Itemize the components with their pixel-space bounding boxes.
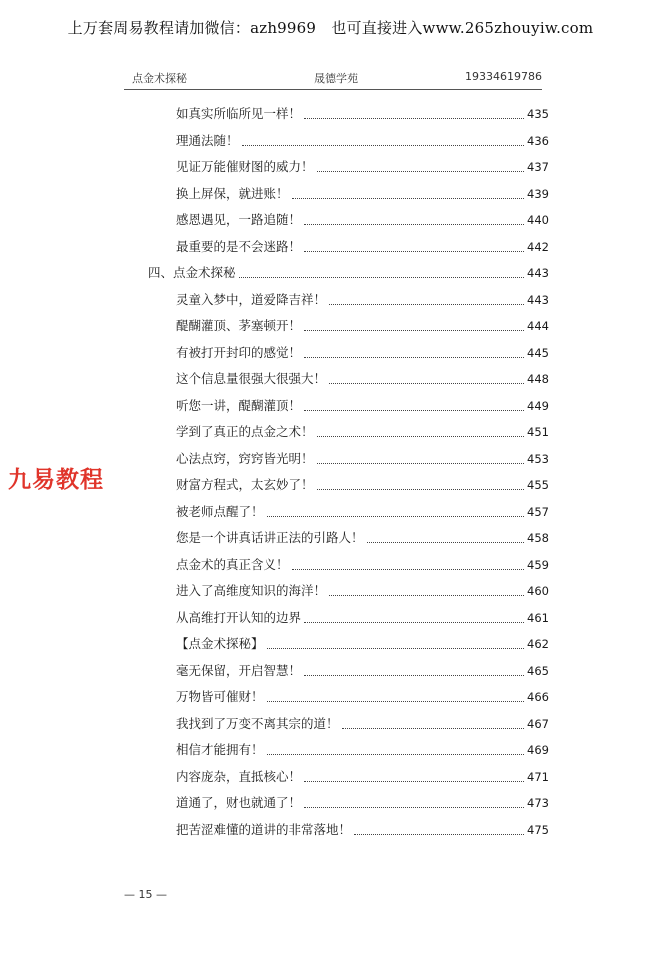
toc-entry-title: 从高维打开认知的边界 [176,609,302,625]
toc-entry-page: 455 [527,478,549,492]
toc-entry-title: 相信才能拥有！ [176,742,264,757]
toc-entry[interactable] [176,527,549,547]
toc-entry[interactable] [176,474,549,494]
toc-entry-title: 这个信息量很强大很强大！ [176,371,327,386]
toc-leader-dots [267,701,525,702]
toc-entry-title: 您是一个讲真话讲正法的引路人！ [176,530,364,545]
toc-entry-title: 点金术的真正含义！ [176,556,289,572]
toc-entry[interactable] [176,448,549,468]
toc-entry[interactable] [176,342,549,362]
toc-entry[interactable] [176,739,549,759]
toc-leader-dots [304,781,524,782]
toc-entry[interactable] [176,501,549,521]
toc-leader-dots [317,489,525,490]
toc-leader-dots [304,622,524,623]
toc-entry-title: 有被打开封印的感觉！ [176,344,302,360]
toc-entry-page: 445 [527,345,549,360]
toc-leader-dots [354,834,524,835]
toc-entry[interactable] [176,554,549,574]
toc-leader-dots [304,118,524,119]
toc-entry-title: 四、点金术探秘 [148,265,236,280]
toc-leader-dots [292,198,525,199]
page-header [124,70,542,88]
toc-entry[interactable] [176,633,549,653]
toc-entry-page: 437 [527,160,549,174]
toc-entry[interactable] [176,766,549,786]
toc-leader-dots [342,728,525,729]
toc-entry-title: 把苦涩难懂的道讲的非常落地！ [176,821,352,837]
toc-entry[interactable] [176,395,549,415]
toc-entry-page: 469 [527,743,549,757]
toc-entry[interactable] [176,209,549,229]
toc-leader-dots [267,648,525,649]
toc-leader-dots [267,754,525,755]
toc-entry[interactable] [176,713,549,733]
toc-entry[interactable] [176,819,549,839]
toc-entry[interactable] [176,156,549,176]
toc-entry-page: 461 [527,610,549,625]
toc-leader-dots [304,675,524,676]
toc-entry[interactable] [176,183,549,203]
toc-entry-page: 473 [527,796,549,810]
toc-entry[interactable] [176,103,549,123]
toc-entry-page: 449 [527,398,549,413]
toc-entry[interactable] [176,421,549,441]
toc-entry-title: 灵童入梦中，道爱降吉祥！ [176,291,327,307]
watermark-logo: 九易教程 [8,467,104,493]
toc-leader-dots [292,569,525,570]
toc-leader-dots [304,330,524,331]
toc-entry[interactable] [176,368,549,388]
toc-entry-title: 听您一讲，醍醐灌顶！ [176,397,302,413]
toc-entry[interactable] [176,130,549,150]
toc-entry-title: 万物皆可催财！ [176,689,264,704]
header-book-title: 点金术探秘 [132,72,187,85]
toc-entry-title: 内容庞杂，直抵核心！ [176,768,302,784]
toc-leader-dots [267,516,525,517]
toc-leader-dots [317,436,525,437]
toc-entry-page: 471 [527,769,549,784]
toc-entry-title: 醍醐灌顶、茅塞顿开！ [176,318,302,333]
toc-entry-page: 436 [527,133,549,148]
toc-entry-page: 443 [527,266,549,280]
toc-entry-title: 进入了高维度知识的海洋！ [176,583,327,598]
toc-entry-page: 448 [527,372,549,386]
header-rule [124,89,542,90]
toc-entry-page: 453 [527,451,549,466]
toc-entry-title: 理通法随！ [176,132,239,148]
toc-entry-page: 457 [527,504,549,519]
toc-entry-title: 道通了，财也就通了！ [176,795,302,810]
toc-entry-page: 460 [527,584,549,598]
header-publisher: 晟德学苑 [314,72,358,85]
header-phone: 19334619786 [465,70,542,83]
page-number: — 15 — [124,888,167,901]
toc-entry[interactable] [176,289,549,309]
toc-entry-title: 最重要的是不会迷路！ [176,238,302,254]
toc-entry-title: 心法点窍，窍窍皆光明！ [176,450,314,466]
toc-entry[interactable] [176,580,549,600]
toc-entry-title: 感恩遇见，一路追随！ [176,212,302,227]
toc-entry-page: 435 [527,107,549,121]
toc-leader-dots [304,410,524,411]
toc-entry[interactable] [176,792,549,812]
toc-entry-page: 475 [527,822,549,837]
toc-entry-page: 458 [527,531,549,545]
toc-entry-page: 466 [527,690,549,704]
toc-entry-page: 465 [527,663,549,678]
toc-leader-dots [304,251,524,252]
toc-entry[interactable] [148,262,549,282]
toc-entry[interactable] [176,236,549,256]
toc-leader-dots [317,171,525,172]
toc-entry-title: 被老师点醒了！ [176,503,264,519]
toc-leader-dots [304,357,524,358]
toc-entry[interactable] [176,686,549,706]
toc-entry-title: 如真实所临所见一样！ [176,106,302,121]
toc-entry-title: 毫无保留，开启智慧！ [176,662,302,678]
toc-entry-page: 440 [527,213,549,227]
toc-leader-dots [304,224,524,225]
toc-entry-title: 见证万能催财图的威力！ [176,159,314,174]
toc-entry-page: 443 [527,292,549,307]
toc-leader-dots [242,145,525,146]
toc-entry-page: 451 [527,425,549,439]
toc-leader-dots [367,542,525,543]
toc-leader-dots [317,463,525,464]
toc-entry-page: 444 [527,319,549,333]
toc-entry-title: 学到了真正的点金之术！ [176,424,314,439]
toc-entry[interactable] [176,660,549,680]
toc-entry-page: 439 [527,186,549,201]
toc-entry-title: 财富方程式，太玄妙了！ [176,477,314,492]
toc-entry-page: 459 [527,557,549,572]
toc-leader-dots [329,304,524,305]
toc-leader-dots [304,807,524,808]
toc-entry[interactable] [176,315,549,335]
toc-entry-page: 467 [527,716,549,731]
toc-entry-page: 442 [527,239,549,254]
toc-entry-title: 换上屏保，就进账！ [176,185,289,201]
toc-entry[interactable] [176,607,549,627]
top-banner-text: 上万套周易教程请加微信：azh9969 也可直接进入www.265zhouyiw.com [67,19,594,37]
toc-entry-title: 【点金术探秘】 [176,636,264,651]
toc-entry-title: 我找到了万变不离其宗的道！ [176,715,339,731]
toc-leader-dots [329,383,524,384]
toc-entry-page: 462 [527,637,549,651]
toc-leader-dots [329,595,524,596]
toc-leader-dots [239,277,525,278]
